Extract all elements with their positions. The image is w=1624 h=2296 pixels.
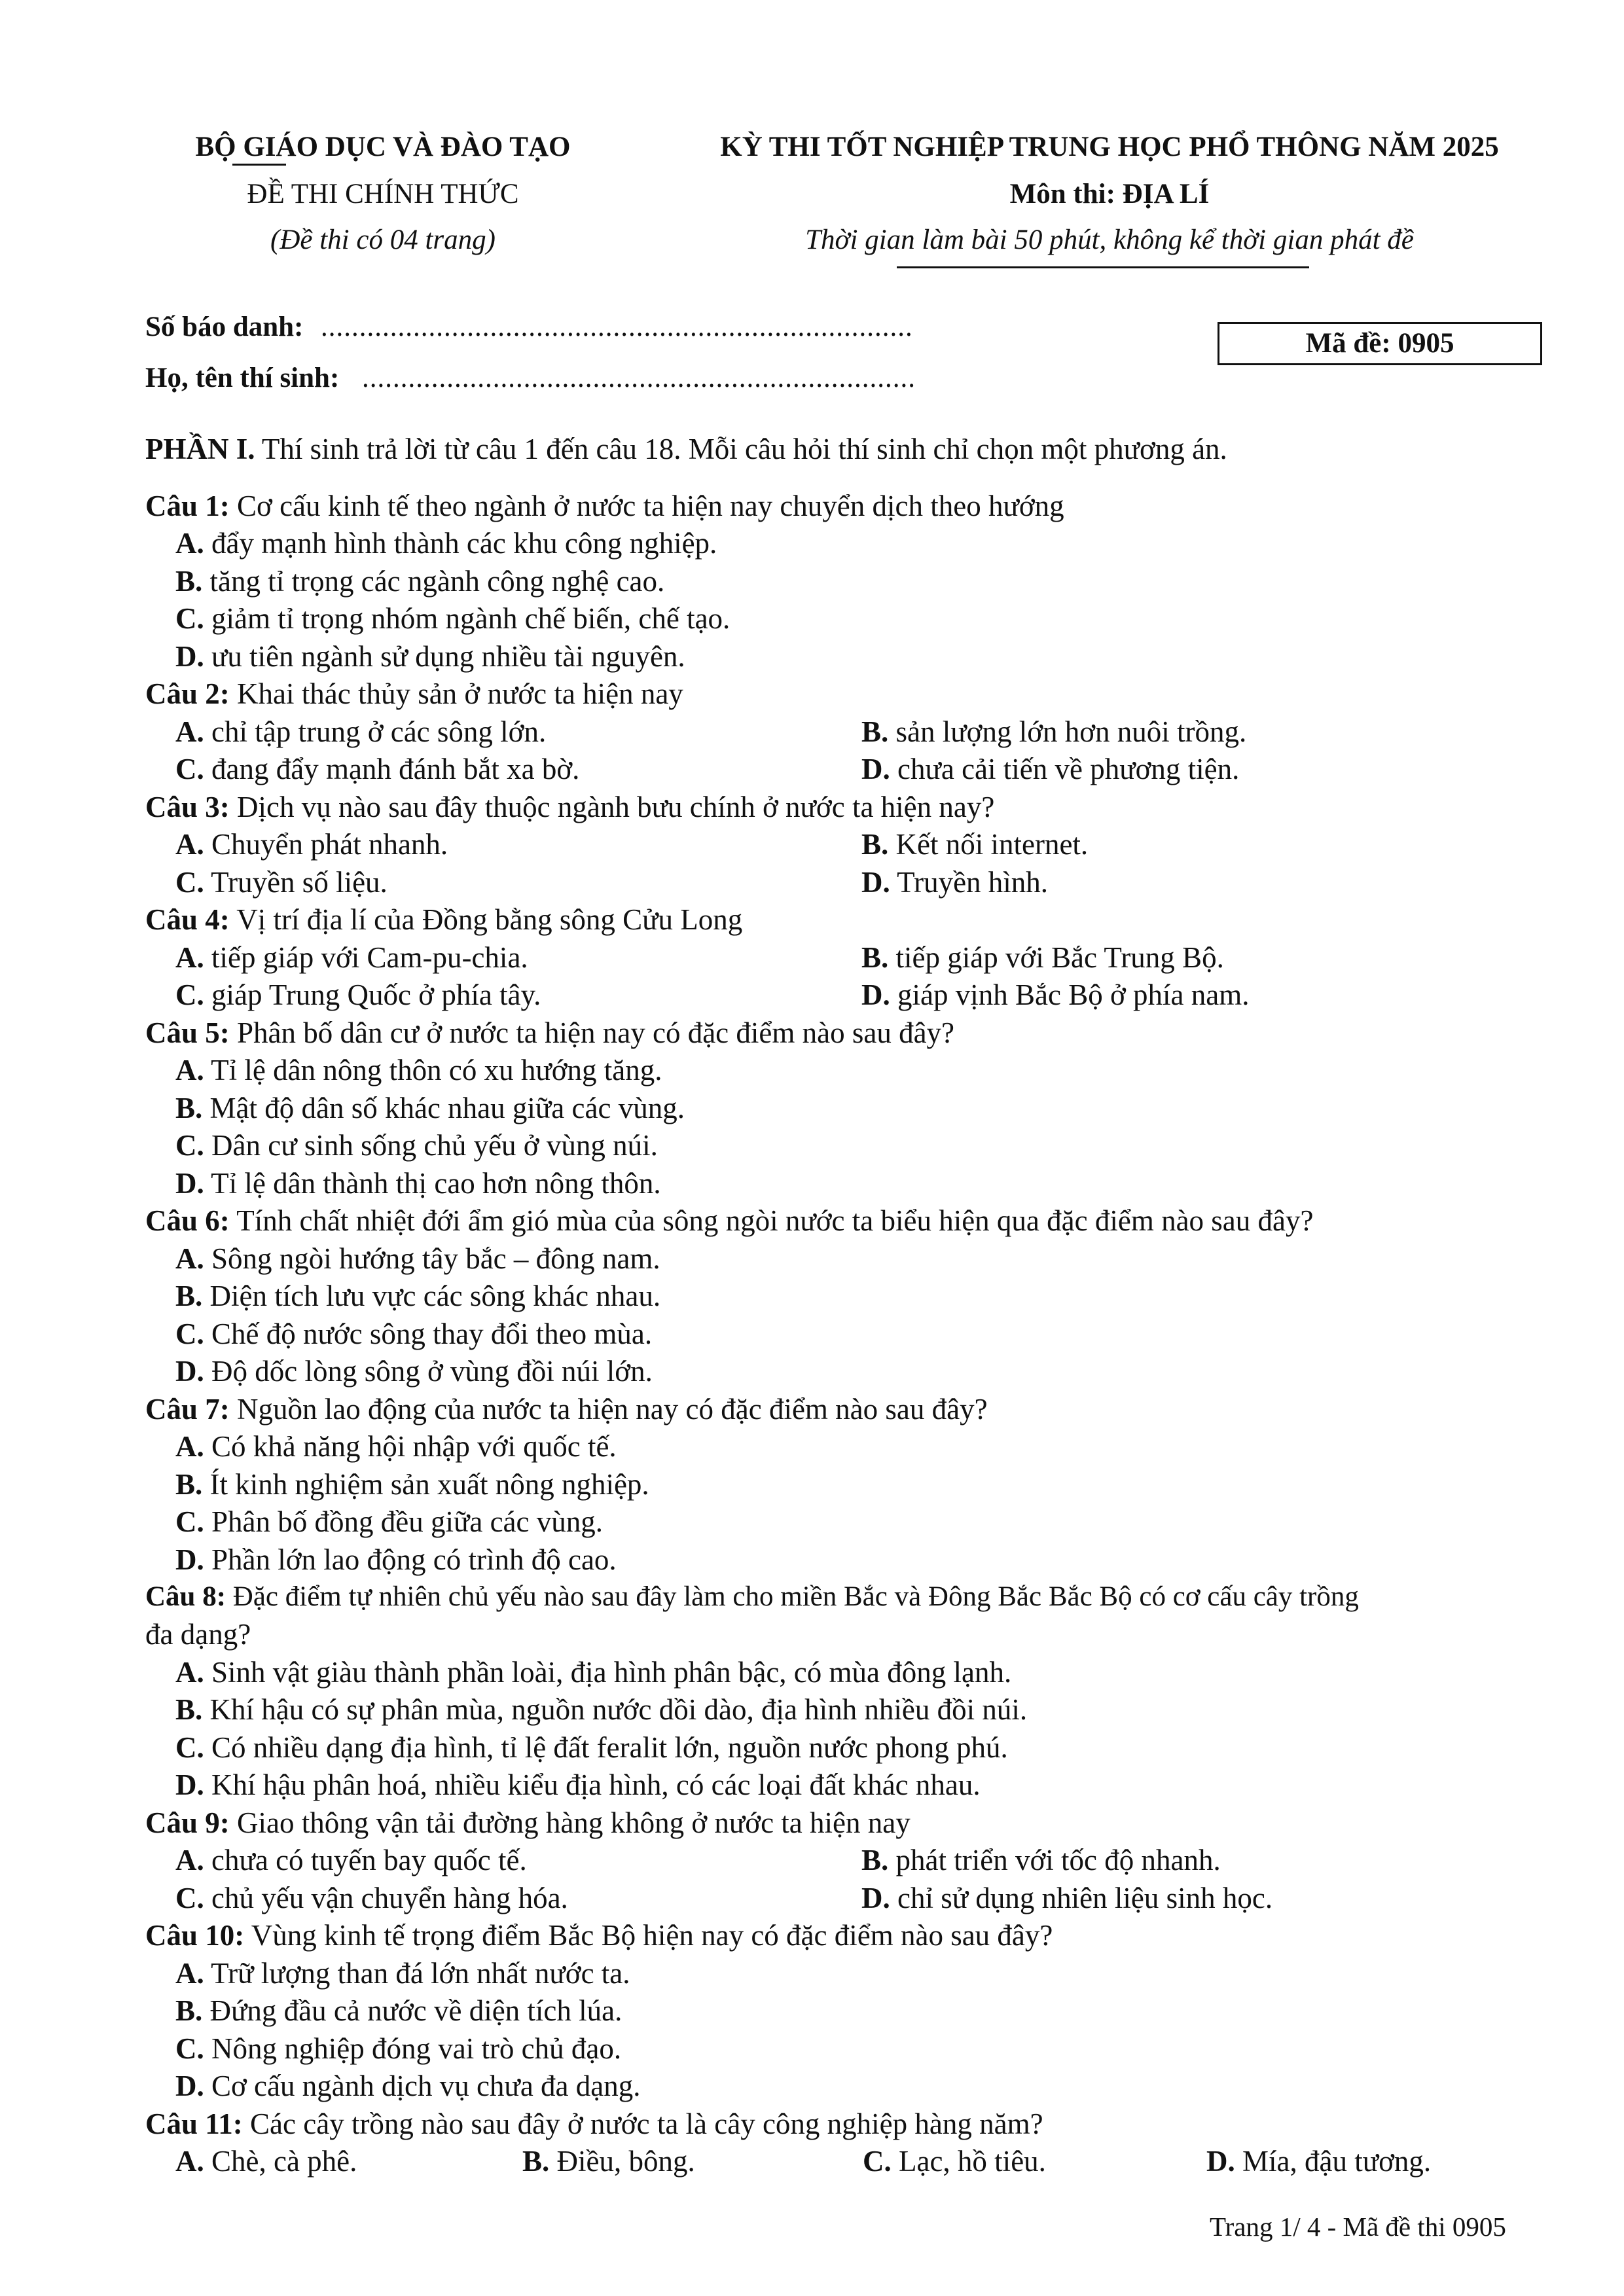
question bbox=[145, 488, 1064, 524]
option[interactable]: B. tăng tỉ trọng các ngành công nghệ cao. bbox=[175, 565, 665, 598]
option[interactable]: A. Tỉ lệ dân nông thôn có xu hướng tăng. bbox=[175, 1054, 662, 1086]
subject-line: Môn thi: ĐỊA LÍ bbox=[1009, 179, 1210, 209]
option[interactable]: A. Sông ngòi hướng tây bắc – đông nam. bbox=[175, 1242, 660, 1275]
option[interactable]: B. phát triển với tốc độ nhanh. bbox=[861, 1844, 1221, 1876]
option[interactable]: D. giáp vịnh Bắc Bộ ở phía nam. bbox=[861, 978, 1250, 1011]
question-text: Phân bố dân cư ở nước ta hiện nay có đặc điểm nào sau đây? bbox=[229, 1016, 955, 1049]
option[interactable]: B. Đứng đầu cả nước về diện tích lúa. bbox=[175, 1994, 623, 2027]
option[interactable]: A. Trữ lượng than đá lớn nhất nước ta. bbox=[175, 1957, 630, 1990]
question bbox=[145, 675, 683, 712]
question-number: Câu 1: bbox=[145, 490, 230, 522]
option[interactable]: A. Chuyển phát nhanh. bbox=[175, 828, 448, 861]
option[interactable]: D. Truyền hình. bbox=[861, 866, 1049, 899]
option[interactable]: D. Tỉ lệ dân thành thị cao hơn nông thôn. bbox=[175, 1167, 661, 1200]
question-number: Câu 5: bbox=[145, 1016, 230, 1049]
option[interactable]: B. Mật độ dân số khác nhau giữa các vùng. bbox=[175, 1092, 685, 1124]
pages-note: (Đề thi có 04 trang) bbox=[270, 224, 496, 255]
sbd-blank[interactable]: ............................................................................. bbox=[321, 312, 913, 342]
option[interactable]: D. Khí hậu phân hoá, nhiều kiểu địa hình, có các loại đất khác nhau. bbox=[175, 1768, 981, 1801]
option[interactable]: D. ưu tiên ngành sử dụng nhiều tài nguyên. bbox=[175, 640, 685, 673]
option[interactable]: C. Phân bố đồng đều giữa các vùng. bbox=[175, 1505, 604, 1538]
question bbox=[145, 1579, 1359, 1615]
option[interactable]: A. tiếp giáp với Cam-pu-chia. bbox=[175, 941, 528, 974]
option[interactable]: C. giảm tỉ trọng nhóm ngành chế biến, chế tạo. bbox=[175, 602, 731, 635]
option[interactable]: A. Có khả năng hội nhập với quốc tế. bbox=[175, 1430, 617, 1463]
question-number: Câu 3: bbox=[145, 791, 230, 823]
name-blank[interactable]: ........................................................................ bbox=[362, 363, 916, 393]
question bbox=[145, 1917, 1053, 1954]
option[interactable]: C. Dân cư sinh sống chủ yếu ở vùng núi. bbox=[175, 1129, 658, 1162]
question-text: Giao thông vận tải đường hàng không ở nước ta hiện nay bbox=[229, 1806, 911, 1839]
part1-label: PHẦN I. bbox=[145, 433, 255, 465]
question-text: Dịch vụ nào sau đây thuộc ngành bưu chính ở nước ta hiện nay? bbox=[229, 791, 995, 823]
option[interactable]: D. Cơ cấu ngành dịch vụ chưa đa dạng. bbox=[175, 2070, 641, 2102]
option[interactable]: C. Chế độ nước sông thay đổi theo mùa. bbox=[175, 1318, 653, 1350]
question-number: Câu 10: bbox=[145, 1919, 245, 1952]
option[interactable]: C. Truyền số liệu. bbox=[175, 866, 388, 899]
question-text-continued: đa dạng? bbox=[145, 1618, 251, 1651]
official-label: ĐỀ THI CHÍNH THỨC bbox=[247, 179, 519, 209]
question bbox=[145, 2106, 1043, 2142]
option[interactable]: D. chỉ sử dụng nhiên liệu sinh học. bbox=[861, 1882, 1273, 1914]
name-label: Họ, tên thí sinh: bbox=[145, 363, 340, 393]
question-text: Cơ cấu kinh tế theo ngành ở nước ta hiện nay chuyển dịch theo hướng bbox=[229, 490, 1064, 522]
sbd-label: Số báo danh: bbox=[145, 312, 304, 342]
ministry-name: BỘ GIÁO DỤC VÀ ĐÀO TẠO bbox=[195, 132, 571, 162]
option[interactable]: D. Mía, đậu tương. bbox=[1206, 2145, 1432, 2178]
option[interactable]: B. Khí hậu có sự phân mùa, nguồn nước dồi dào, địa hình nhiều đồi núi. bbox=[175, 1693, 1028, 1726]
option[interactable]: A. chưa có tuyến bay quốc tế. bbox=[175, 1844, 527, 1876]
option[interactable]: B. sản lượng lớn hơn nuôi trồng. bbox=[861, 715, 1247, 748]
question-text: Vị trí địa lí của Đồng bằng sông Cửu Long bbox=[229, 903, 743, 936]
exam-title: KỲ THI TỐT NGHIỆP TRUNG HỌC PHỔ THÔNG NĂM 2025 bbox=[720, 132, 1499, 162]
page-footer: Trang 1/ 4 - Mã đề thi 0905 bbox=[1210, 2212, 1506, 2242]
question bbox=[145, 1804, 911, 1841]
time-underline bbox=[897, 266, 1309, 268]
question-text: Khai thác thủy sản ở nước ta hiện nay bbox=[229, 677, 683, 710]
question bbox=[145, 1014, 954, 1051]
question-number: Câu 8: bbox=[145, 1581, 226, 1612]
option[interactable]: C. chủ yếu vận chuyển hàng hóa. bbox=[175, 1882, 568, 1914]
question-text: Các cây trồng nào sau đây ở nước ta là cây công nghiệp hàng năm? bbox=[242, 2108, 1043, 2140]
option[interactable]: D. Phần lớn lao động có trình độ cao. bbox=[175, 1543, 617, 1576]
question-number: Câu 4: bbox=[145, 903, 230, 936]
option[interactable]: A. đẩy mạnh hình thành các khu công nghiệp. bbox=[175, 527, 717, 560]
option[interactable]: D. Độ dốc lòng sông ở vùng đồi núi lớn. bbox=[175, 1355, 653, 1388]
option[interactable]: B. Ít kinh nghiệm sản xuất nông nghiệp. bbox=[175, 1468, 649, 1501]
question-text: Đặc điểm tự nhiên chủ yếu nào sau đây làm cho miền Bắc và Đông Bắc Bắc Bộ có cơ cấu cây trồng bbox=[226, 1581, 1359, 1612]
option[interactable]: C. đang đẩy mạnh đánh bắt xa bờ. bbox=[175, 753, 580, 785]
question bbox=[145, 901, 742, 938]
question bbox=[145, 789, 994, 825]
option[interactable]: C. Lạc, hồ tiêu. bbox=[863, 2145, 1046, 2178]
ministry-underline bbox=[232, 164, 286, 166]
question-number: Câu 6: bbox=[145, 1204, 230, 1237]
option[interactable]: B. Kết nối internet. bbox=[861, 828, 1089, 861]
option[interactable]: B. tiếp giáp với Bắc Trung Bộ. bbox=[861, 941, 1224, 974]
question bbox=[145, 1391, 988, 1427]
option[interactable]: C. giáp Trung Quốc ở phía tây. bbox=[175, 978, 541, 1011]
question-text: Tính chất nhiệt đới ẩm gió mùa của sông ngòi nước ta biểu hiện qua đặc điểm nào sau đây? bbox=[229, 1204, 1314, 1237]
option[interactable]: D. chưa cải tiến về phương tiện. bbox=[861, 753, 1240, 785]
exam-code-box: Mã đề: 0905 bbox=[1218, 322, 1542, 365]
option[interactable]: B. Diện tích lưu vực các sông khác nhau. bbox=[175, 1280, 661, 1312]
question-number: Câu 7: bbox=[145, 1393, 230, 1426]
option[interactable]: C. Có nhiều dạng địa hình, tỉ lệ đất feralit lớn, nguồn nước phong phú. bbox=[175, 1731, 1008, 1764]
option[interactable]: A. Sinh vật giàu thành phần loài, địa hình phân bậc, có mùa đông lạnh. bbox=[175, 1656, 1012, 1689]
part1-text: Thí sinh trả lời từ câu 1 đến câu 18. Mỗi câu hỏi thí sinh chỉ chọn một phương án. bbox=[255, 433, 1227, 465]
question-number: Câu 2: bbox=[145, 677, 230, 710]
question-number: Câu 11: bbox=[145, 2108, 243, 2140]
option[interactable]: B. Điều, bông. bbox=[522, 2145, 695, 2178]
option[interactable]: A. Chè, cà phê. bbox=[175, 2145, 357, 2178]
question-text: Nguồn lao động của nước ta hiện nay có đặc điểm nào sau đây? bbox=[229, 1393, 988, 1426]
question-text: Vùng kinh tế trọng điểm Bắc Bộ hiện nay có đặc điểm nào sau đây? bbox=[244, 1919, 1053, 1952]
time-note: Thời gian làm bài 50 phút, không kể thời gian phát đề bbox=[805, 224, 1414, 255]
part1-instruction bbox=[145, 431, 1227, 467]
question-number: Câu 9: bbox=[145, 1806, 230, 1839]
question bbox=[145, 1202, 1313, 1239]
option[interactable]: A. chỉ tập trung ở các sông lớn. bbox=[175, 715, 547, 748]
option[interactable]: C. Nông nghiệp đóng vai trò chủ đạo. bbox=[175, 2032, 622, 2065]
